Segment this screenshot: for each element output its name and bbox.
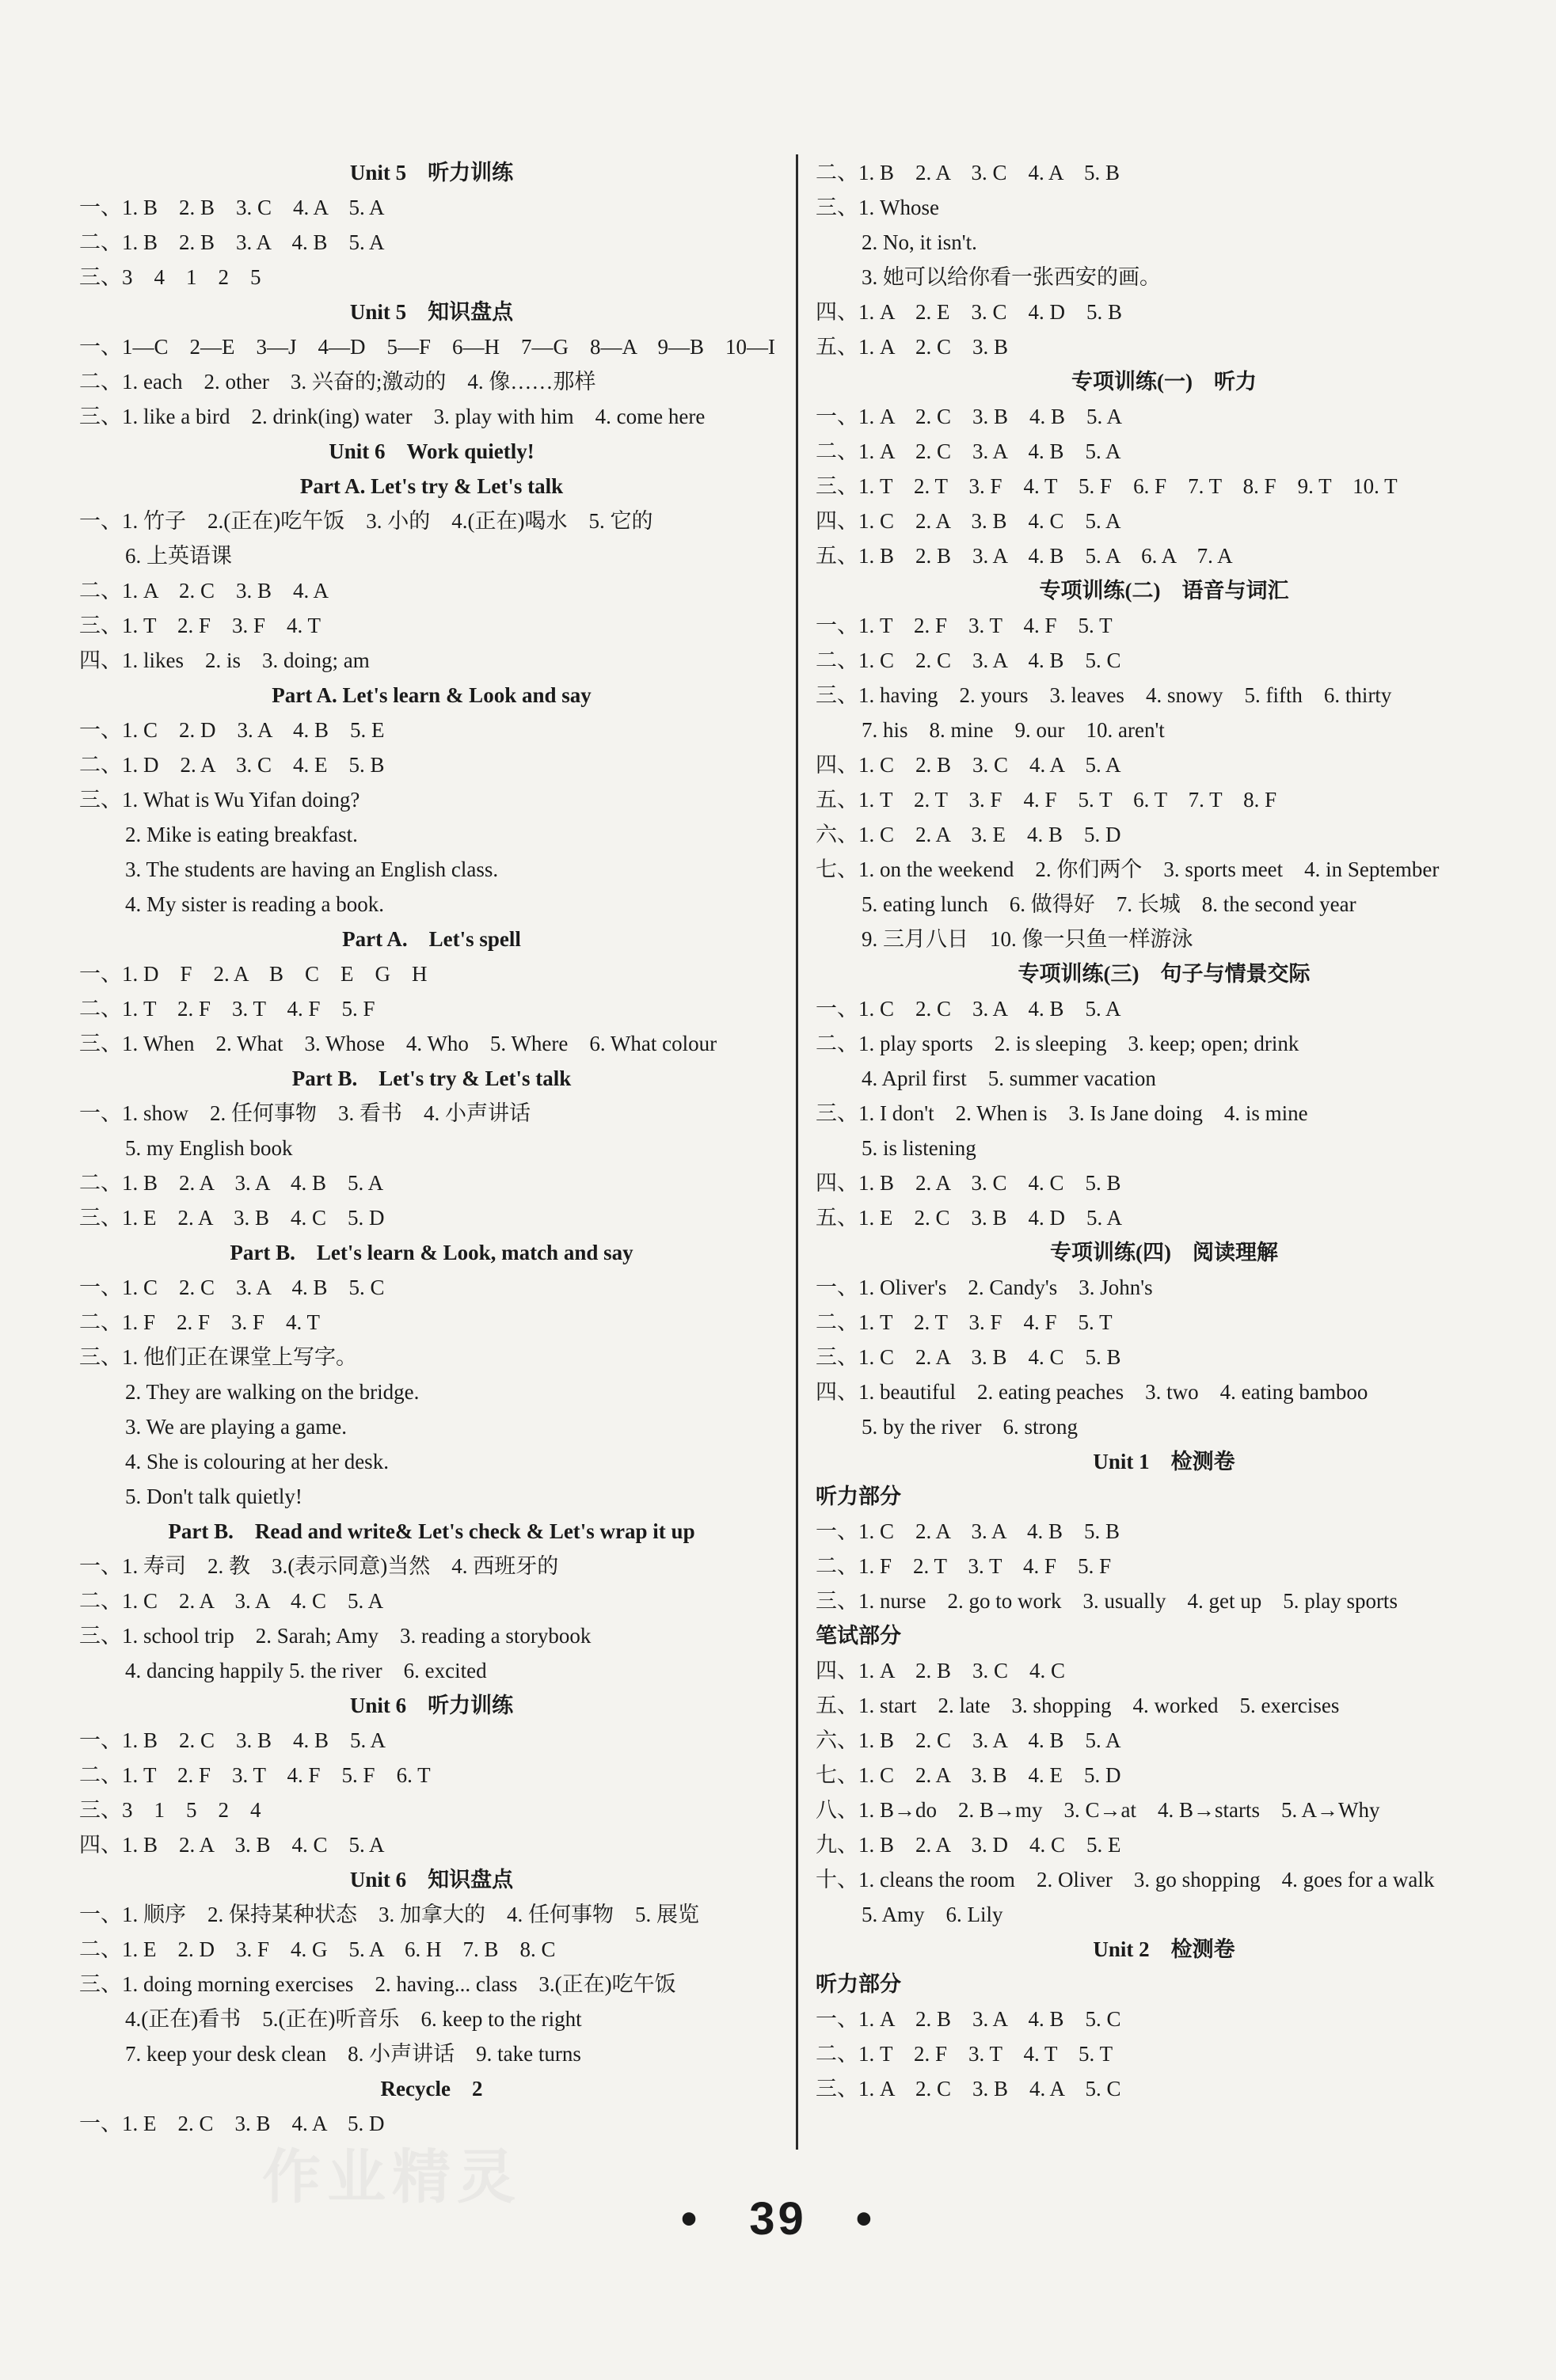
- answer-line: 三、1. like a bird 2. drink(ing) water 3. play with him 4. come here: [79, 405, 706, 428]
- section-heading: Part B. Read and write& Let's check & Let's wrap it up: [168, 1519, 695, 1543]
- answer-line: 四、1. A 2. E 3. C 4. D 5. B: [816, 300, 1123, 324]
- answer-line: 一、1. C 2. A 3. A 4. B 5. B: [816, 1519, 1120, 1543]
- answer-line: 二、1. F 2. F 3. F 4. T: [79, 1310, 321, 1334]
- answer-line-continued: 5. by the river 6. strong: [862, 1415, 1078, 1439]
- answer-line: 二、1. each 2. other 3. 兴奋的;激动的 4. 像……那样: [79, 370, 596, 393]
- answer-line: 三、1. having 2. yours 3. leaves 4. snowy 5. fifth 6. thirty: [816, 683, 1392, 707]
- answer-line: 十、1. cleans the room 2. Oliver 3. go shopping 4. goes for a walk: [816, 1868, 1435, 1891]
- section-heading: 专项训练(四) 阅读理解: [1050, 1241, 1278, 1264]
- answer-line: 五、1. T 2. T 3. F 4. F 5. T 6. T 7. T 8. F: [816, 788, 1277, 812]
- section-heading: Recycle 2: [380, 2077, 483, 2101]
- answer-line-continued: 9. 三月八日 10. 像一只鱼一样游泳: [862, 927, 1193, 951]
- answer-line-continued: 3. The students are having an English class.: [125, 857, 499, 881]
- section-heading: Part B. Let's try & Let's talk: [291, 1066, 572, 1090]
- answer-line: 二、1. T 2. F 3. T 4. F 5. F 6. T: [79, 1763, 431, 1787]
- answer-line: 一、1. 寿司 2. 教 3.(表示同意)当然 4. 西班牙的: [79, 1554, 559, 1578]
- answer-line: 七、1. C 2. A 3. B 4. E 5. D: [816, 1763, 1121, 1787]
- answer-line: 一、1. T 2. F 3. T 4. F 5. T: [816, 614, 1113, 637]
- answer-line: 四、1. C 2. A 3. B 4. C 5. A: [816, 509, 1121, 533]
- section-heading: Unit 1 检测卷: [1093, 1450, 1235, 1473]
- answer-line: 三、1. I don't 2. When is 3. Is Jane doing 4. is mine: [816, 1101, 1308, 1125]
- answer-line: 四、1. likes 2. is 3. doing; am: [79, 648, 370, 672]
- column-divider: [796, 154, 798, 2150]
- answer-line: 三、1. school trip 2. Sarah; Amy 3. reading a storybook: [79, 1624, 592, 1648]
- section-heading: Unit 6 听力训练: [349, 1694, 514, 1717]
- section-heading: Part A. Let's learn & Look and say: [272, 683, 592, 707]
- answer-line: 九、1. B 2. A 3. D 4. C 5. E: [816, 1833, 1121, 1857]
- section-heading: 专项训练(一) 听力: [1071, 370, 1257, 393]
- answer-line: 三、1. T 2. F 3. F 4. T: [79, 614, 321, 637]
- answer-line-continued: 7. keep your desk clean 8. 小声讲话 9. take turns: [125, 2042, 581, 2066]
- answer-line-continued: 4.(正在)看书 5.(正在)听音乐 6. keep to the right: [125, 2007, 582, 2031]
- answer-line: 五、1. start 2. late 3. shopping 4. worked 5. exercises: [816, 1694, 1340, 1717]
- section-heading: Unit 6 知识盘点: [349, 1868, 514, 1891]
- section-heading: 专项训练(三) 句子与情景交际: [1018, 962, 1311, 986]
- answer-line: 三、1. nurse 2. go to work 3. usually 4. get up 5. play sports: [816, 1589, 1398, 1613]
- part-label: 笔试部分: [816, 1624, 901, 1648]
- answer-line: 四、1. A 2. B 3. C 4. C: [816, 1659, 1066, 1682]
- answer-line: 二、1. A 2. C 3. B 4. A: [79, 579, 329, 603]
- answer-line: 三、3 1 5 2 4: [79, 1798, 261, 1822]
- answer-line: 三、1. 他们正在课堂上写字。: [79, 1345, 357, 1369]
- part-label: 听力部分: [816, 1972, 901, 1996]
- answer-line: 二、1. T 2. T 3. F 4. F 5. T: [816, 1310, 1113, 1334]
- answer-line-continued: 5. is listening: [862, 1136, 976, 1160]
- answer-line: 八、1. B→do 2. B→my 3. C→at 4. B→starts 5. A→Why: [816, 1798, 1380, 1822]
- answer-line-continued: 5. Don't talk quietly!: [125, 1485, 302, 1508]
- left-column: [79, 155, 784, 2141]
- answer-line-continued: 6. 上英语课: [125, 544, 232, 568]
- answer-line: 四、1. B 2. A 3. C 4. C 5. B: [816, 1171, 1121, 1195]
- answer-line-continued: 4. My sister is reading a book.: [125, 892, 384, 916]
- answer-line-continued: 7. his 8. mine 9. our 10. aren't: [862, 718, 1165, 742]
- answer-line: 一、1. C 2. C 3. A 4. B 5. A: [816, 997, 1121, 1021]
- answer-line-continued: 5. my English book: [125, 1136, 293, 1160]
- answer-line: 二、1. B 2. A 3. C 4. A 5. B: [816, 161, 1120, 184]
- answer-line: 一、1. show 2. 任何事物 3. 看书 4. 小声讲话: [79, 1101, 531, 1125]
- answer-line: 一、1. Oliver's 2. Candy's 3. John's: [816, 1276, 1153, 1299]
- answer-line: 五、1. B 2. B 3. A 4. B 5. A 6. A 7. A: [816, 544, 1233, 568]
- answer-line: 一、1. A 2. C 3. B 4. B 5. A: [816, 405, 1123, 428]
- answer-line: 一、1. B 2. B 3. C 4. A 5. A: [79, 196, 385, 219]
- answer-line: 三、1. C 2. A 3. B 4. C 5. B: [816, 1345, 1121, 1369]
- answer-line-continued: 3. 她可以给你看一张西安的画。: [862, 265, 1161, 289]
- section-heading: Unit 6 Work quietly!: [329, 439, 535, 463]
- answer-line: 一、1. B 2. C 3. B 4. B 5. A: [79, 1728, 386, 1752]
- answer-line: 一、1. 顺序 2. 保持某种状态 3. 加拿大的 4. 任何事物 5. 展览: [79, 1903, 699, 1926]
- page-number: • 39 •: [680, 2193, 876, 2245]
- answer-line-continued: 3. We are playing a game.: [125, 1415, 347, 1439]
- answer-line: 一、1. C 2. D 3. A 4. B 5. E: [79, 718, 385, 742]
- answer-line: 三、3 4 1 2 5: [79, 265, 261, 289]
- answer-line: 四、1. beautiful 2. eating peaches 3. two 4. eating bamboo: [816, 1380, 1368, 1404]
- answer-line: 二、1. D 2. A 3. C 4. E 5. B: [79, 753, 385, 777]
- answer-line: 二、1. T 2. F 3. T 4. F 5. F: [79, 997, 375, 1021]
- answer-line: 三、1. doing morning exercises 2. having... class 3.(正在)吃午饭: [79, 1972, 676, 1996]
- answer-line: 五、1. A 2. C 3. B: [816, 335, 1009, 359]
- answer-line: 三、1. T 2. T 3. F 4. T 5. F 6. F 7. T 8. F 9. T 10. T: [816, 474, 1398, 498]
- answer-line: 一、1. E 2. C 3. B 4. A 5. D: [79, 2112, 385, 2135]
- section-heading: 专项训练(二) 语音与词汇: [1039, 579, 1289, 603]
- answer-line: 二、1. play sports 2. is sleeping 3. keep; open; drink: [816, 1032, 1299, 1055]
- answer-line: 二、1. B 2. A 3. A 4. B 5. A: [79, 1171, 384, 1195]
- answer-line-continued: 5. Amy 6. Lily: [862, 1903, 1003, 1926]
- answer-line-continued: 2. Mike is eating breakfast.: [125, 823, 358, 846]
- section-heading: Part B. Let's learn & Look, match and say: [230, 1241, 633, 1264]
- answer-line: 六、1. C 2. A 3. E 4. B 5. D: [816, 823, 1121, 846]
- answer-line: 五、1. E 2. C 3. B 4. D 5. A: [816, 1206, 1123, 1230]
- answer-line: 四、1. B 2. A 3. B 4. C 5. A: [79, 1833, 385, 1857]
- answer-line: 一、1. D F 2. A B C E G H: [79, 962, 428, 986]
- answer-line-continued: 2. They are walking on the bridge.: [125, 1380, 420, 1404]
- answer-line: 三、1. Whose: [816, 196, 939, 219]
- answer-line: 二、1. C 2. C 3. A 4. B 5. C: [816, 648, 1121, 672]
- answer-line: 四、1. C 2. B 3. C 4. A 5. A: [816, 753, 1121, 777]
- answer-line: 三、1. What is Wu Yifan doing?: [79, 788, 360, 812]
- answer-line: 六、1. B 2. C 3. A 4. B 5. A: [816, 1728, 1121, 1752]
- answer-line: 三、1. E 2. A 3. B 4. C 5. D: [79, 1206, 385, 1230]
- answer-line: 二、1. C 2. A 3. A 4. C 5. A: [79, 1589, 384, 1613]
- answer-line-continued: 4. She is colouring at her desk.: [125, 1450, 389, 1473]
- answer-line: 一、1—C 2—E 3—J 4—D 5—F 6—H 7—G 8—A 9—B 10—I: [79, 335, 776, 359]
- watermark-text: 作业精灵: [262, 2143, 522, 2211]
- answer-line: 二、1. F 2. T 3. T 4. F 5. F: [816, 1554, 1112, 1578]
- answer-line: 七、1. on the weekend 2. 你们两个 3. sports meet 4. in September: [816, 857, 1440, 881]
- answer-line: 一、1. C 2. C 3. A 4. B 5. C: [79, 1276, 385, 1299]
- answer-line: 二、1. T 2. F 3. T 4. T 5. T: [816, 2042, 1113, 2066]
- answer-line: 三、1. When 2. What 3. Whose 4. Who 5. Where 6. What colour: [79, 1032, 717, 1055]
- part-label: 听力部分: [816, 1485, 901, 1508]
- answer-line: 二、1. A 2. C 3. A 4. B 5. A: [816, 439, 1121, 463]
- answer-line: 一、1. 竹子 2.(正在)吃午饭 3. 小的 4.(正在)喝水 5. 它的: [79, 509, 653, 533]
- answer-line: 三、1. A 2. C 3. B 4. A 5. C: [816, 2077, 1121, 2101]
- section-heading: Unit 5 听力训练: [349, 161, 514, 184]
- answer-line-continued: 4. dancing happily 5. the river 6. excited: [125, 1659, 487, 1682]
- answer-line: 一、1. A 2. B 3. A 4. B 5. C: [816, 2007, 1121, 2031]
- section-heading: Part A. Let's spell: [342, 927, 521, 951]
- section-heading: Unit 2 检测卷: [1093, 1937, 1235, 1961]
- answer-line: 二、1. E 2. D 3. F 4. G 5. A 6. H 7. B 8. C: [79, 1937, 556, 1961]
- answer-line-continued: 5. eating lunch 6. 做得好 7. 长城 8. the second year: [862, 892, 1356, 916]
- answer-line-continued: 4. April first 5. summer vacation: [862, 1066, 1156, 1090]
- section-heading: Unit 5 知识盘点: [349, 300, 514, 324]
- answer-line: 二、1. B 2. B 3. A 4. B 5. A: [79, 230, 385, 254]
- right-column: [816, 155, 1512, 2106]
- answer-line-continued: 2. No, it isn't.: [862, 230, 977, 254]
- section-heading: Part A. Let's try & Let's talk: [299, 474, 564, 498]
